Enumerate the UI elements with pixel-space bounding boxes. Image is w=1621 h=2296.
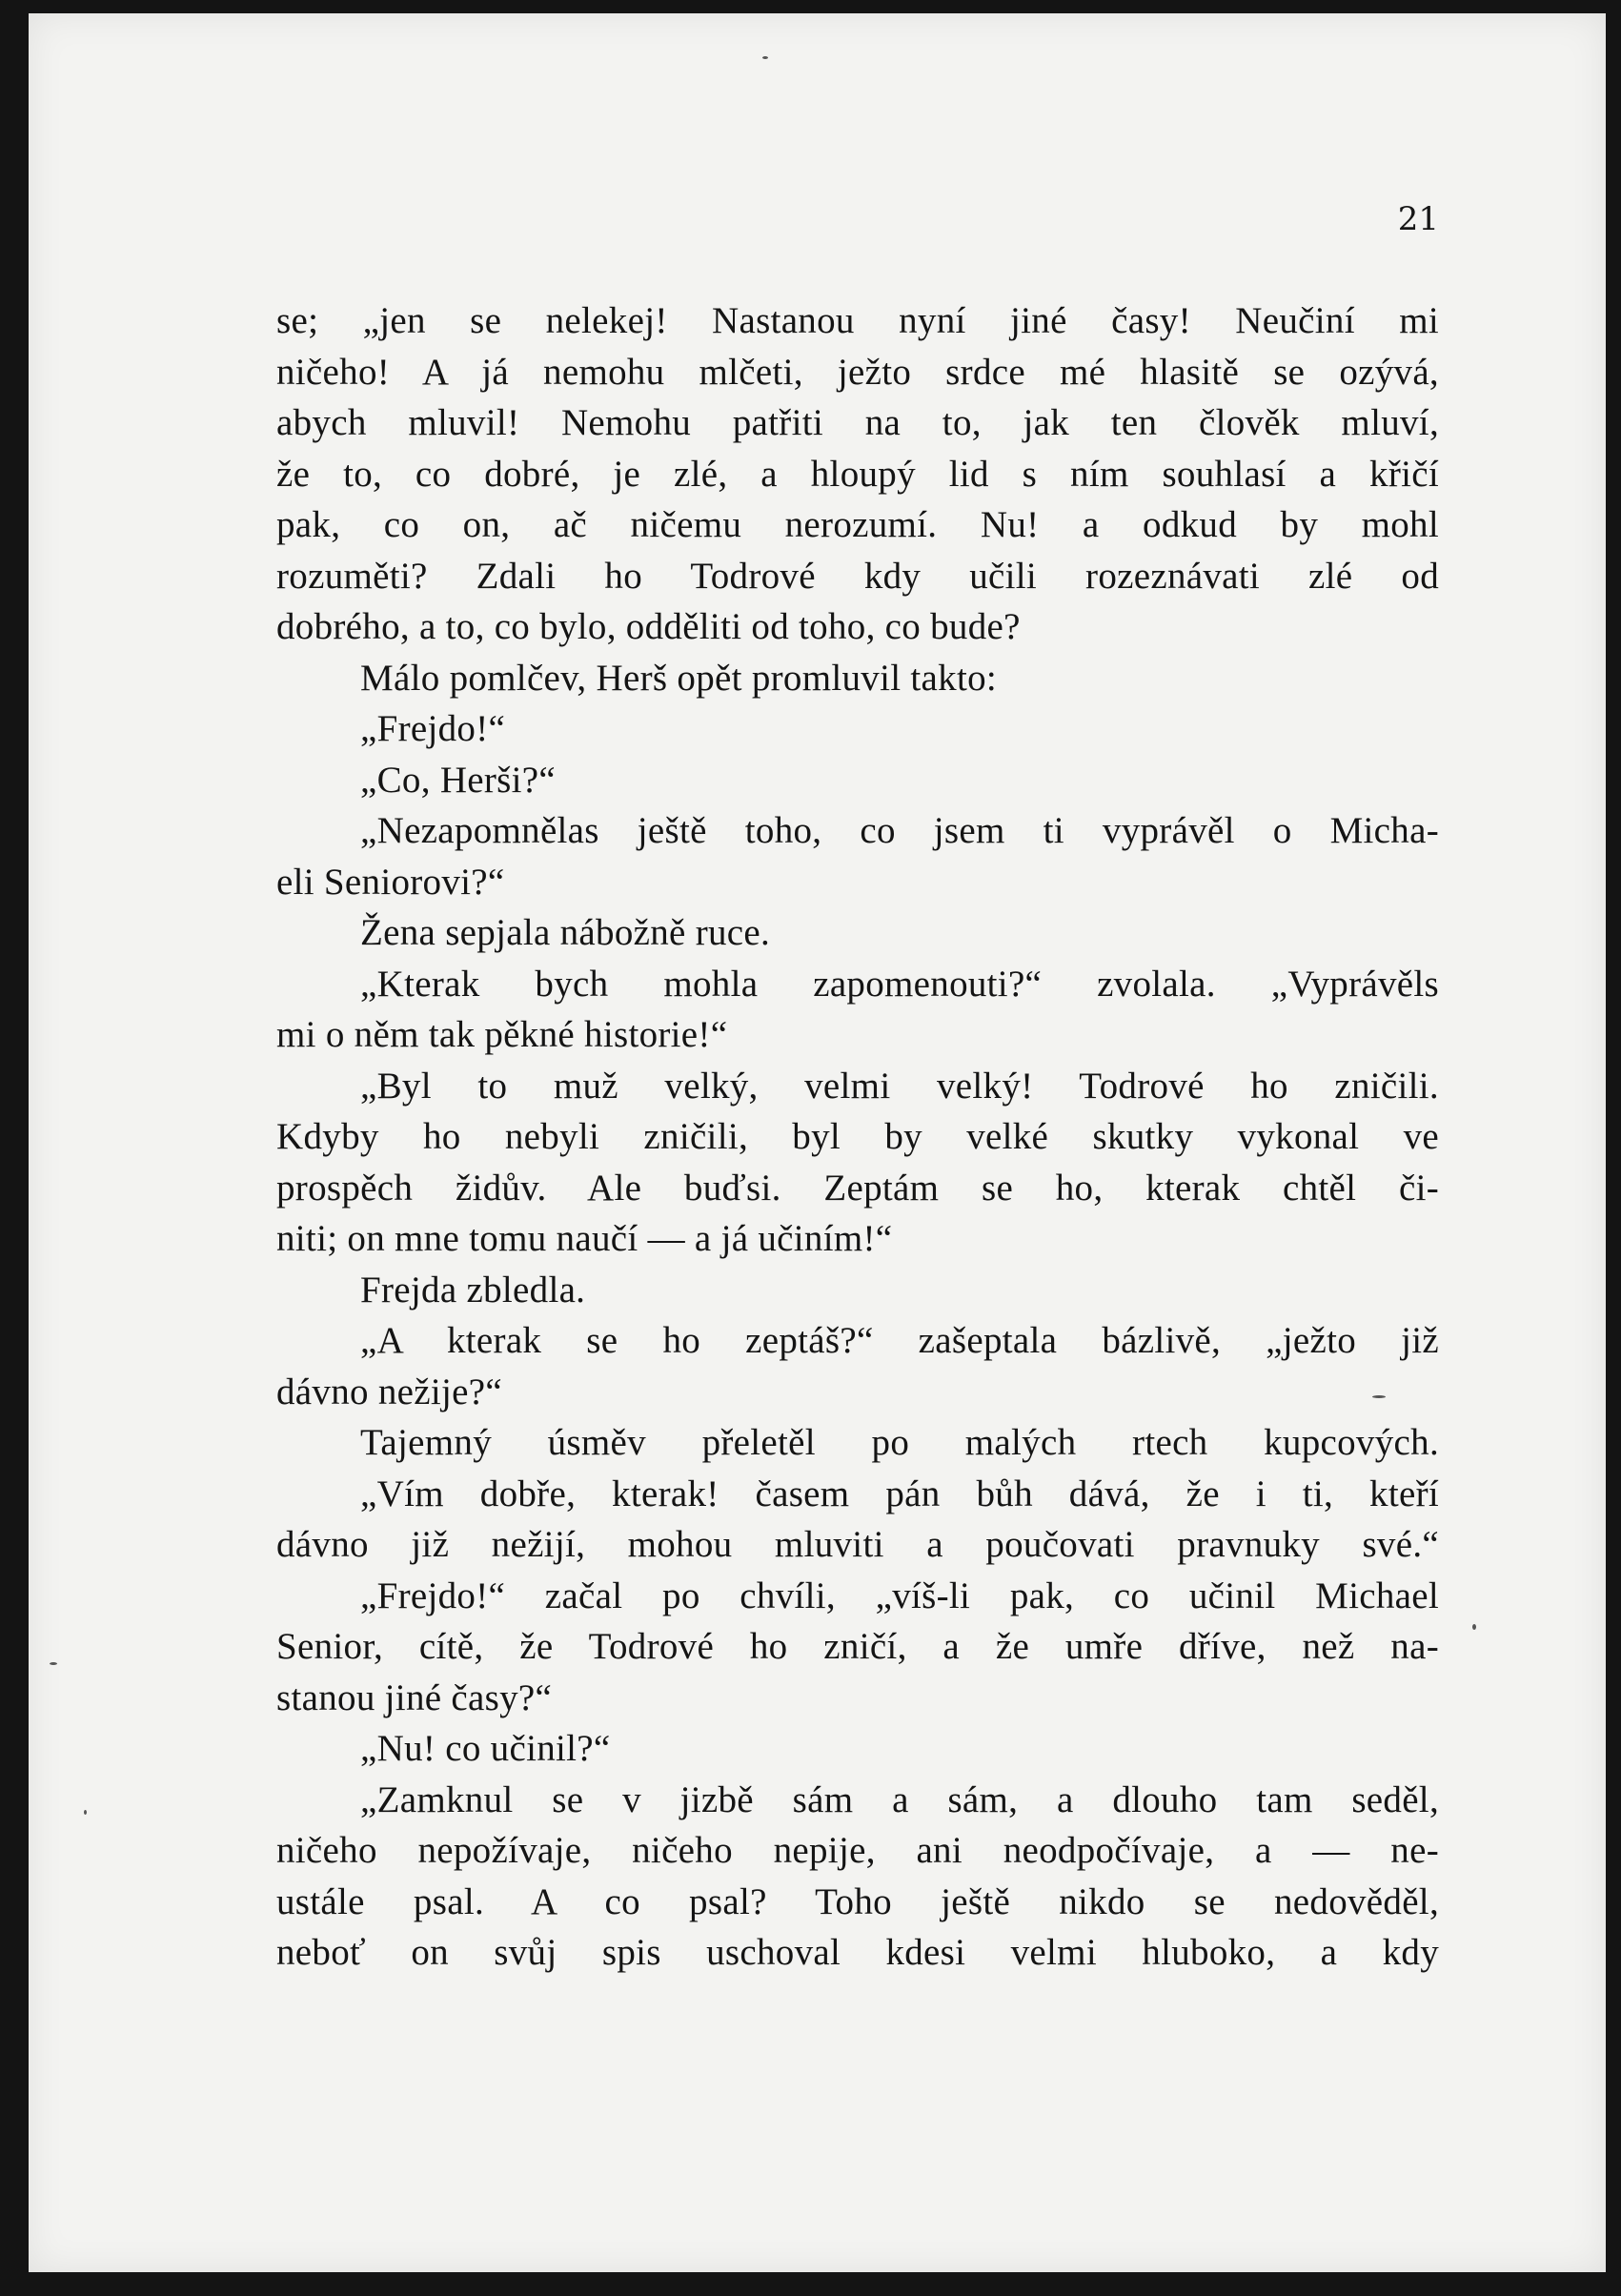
- text-line: abych mluvil! Nemohu patřiti na to, jak ten člověk mluví,: [276, 402, 1439, 443]
- text-line: „A kterak se ho zeptáš?“ zašeptala bázlivě, „ježto již: [360, 1320, 1439, 1361]
- text-line: ničeho nepožívaje, ničeho nepije, ani neodpočívaje, a — ne-: [276, 1830, 1439, 1871]
- text-line: neboť on svůj spis uschoval kdesi velmi hluboko, a kdy: [276, 1932, 1439, 1973]
- text-line: Málo pomlčev, Herš opět promluvil takto:: [360, 657, 998, 699]
- text-line: mi o něm tak pěkné historie!“: [276, 1014, 728, 1055]
- scan-speck: [84, 1810, 87, 1815]
- text-line: pak, co on, ač ničemu nerozumí. Nu! a odkud by mohl: [276, 504, 1439, 545]
- text-line: „Zamknul se v jizbě sám a sám, a dlouho tam seděl,: [360, 1778, 1439, 1820]
- text-line: „Nezapomnělas ještě toho, co jsem ti vyprávěl o Micha-: [360, 810, 1439, 851]
- text-line: eli Seniorovi?“: [276, 861, 505, 903]
- text-line: niti; on mne tomu naučí — a já učiním!“: [276, 1218, 893, 1259]
- scan-speck: [1472, 1624, 1476, 1630]
- text-line: rozuměti? Zdali ho Todrové kdy učili rozeznávati zlé od: [276, 555, 1439, 597]
- text-line: „Vím dobře, kterak! časem pán bůh dává, že i ti, kteří: [360, 1473, 1439, 1514]
- text-line: Tajemný úsměv přeletěl po malých rtech kupcových.: [360, 1422, 1439, 1463]
- scan-speck: [50, 1662, 57, 1665]
- text-line: prospěch židův. Ale buďsi. Zeptám se ho, kterak chtěl či-: [276, 1167, 1439, 1209]
- scan-speck: [1372, 1395, 1386, 1398]
- text-line: se; „jen se nelekej! Nastanou nyní jiné časy! Neučiní mi: [276, 300, 1439, 341]
- page-number: 21: [1397, 200, 1439, 238]
- text-line: dávno již nežijí, mohou mluviti a poučovati pravnuky své.“: [276, 1524, 1439, 1565]
- text-line: „Byl to muž velký, velmi velký! Todrové ho zničili.: [360, 1065, 1439, 1107]
- text-line: „Frejdo!“: [360, 708, 506, 749]
- text-line: ustále psal. A co psal? Toho ještě nikdo se nedověděl,: [276, 1880, 1439, 1922]
- text-line: „Nu! co učinil?“: [360, 1728, 611, 1769]
- scan-speck: [762, 56, 768, 59]
- text-line: stanou jiné časy?“: [276, 1676, 553, 1718]
- text-line: dobrého, a to, co bylo, odděliti od toho, co bude?: [276, 606, 1021, 647]
- text-line: Žena sepjala nábožně ruce.: [360, 912, 771, 953]
- text-line: Senior, cítě, že Todrové ho zničí, a že umře dříve, než na-: [276, 1626, 1439, 1667]
- book-page: [29, 13, 1606, 2272]
- text-line: ničeho! A já nemohu mlčeti, ježto srdce mé hlasitě se ozývá,: [276, 351, 1439, 393]
- body-text: [276, 295, 1439, 1979]
- text-line: „Co, Herši?“: [360, 759, 557, 801]
- text-line: že to, co dobré, je zlé, a hloupý lid s ním souhlasí a křičí: [276, 453, 1439, 495]
- text-line: Frejda zbledla.: [360, 1269, 586, 1311]
- text-line: dávno nežije?“: [276, 1371, 502, 1412]
- text-line: „Kterak bych mohla zapomenouti?“ zvolala. „Vyprávěls: [360, 963, 1439, 1005]
- text-line: Kdyby ho nebyli zničili, byl by velké skutky vykonal ve: [276, 1116, 1439, 1157]
- text-line: „Frejdo!“ začal po chvíli, „víš-li pak, co učinil Michael: [360, 1575, 1439, 1616]
